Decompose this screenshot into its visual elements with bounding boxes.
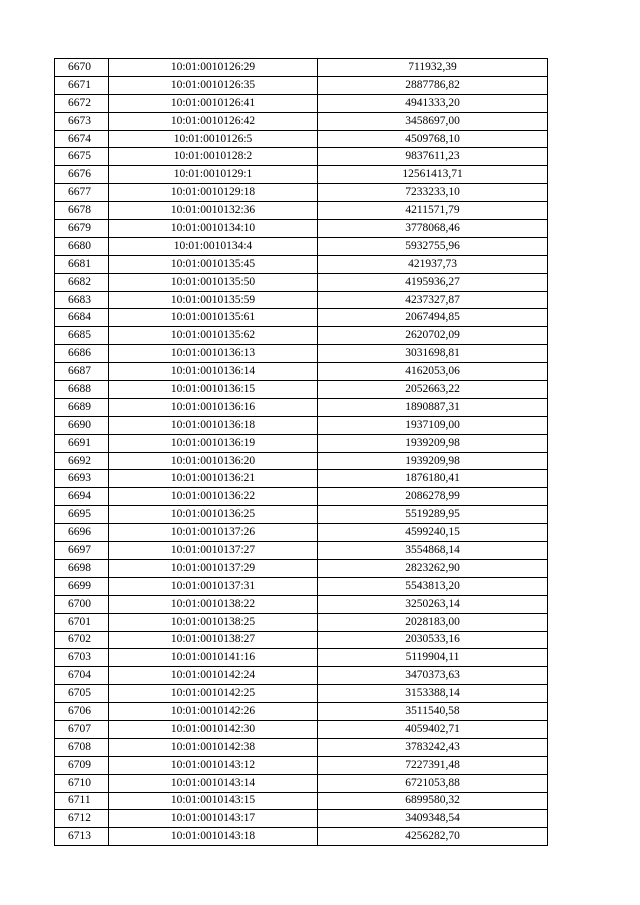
row-number-cell: 6681	[55, 255, 109, 273]
cadastral-value-cell: 4162053,06	[318, 363, 548, 381]
table-row	[55, 237, 548, 255]
row-number-cell: 6694	[55, 488, 109, 506]
table-row	[55, 613, 548, 631]
table-row	[55, 649, 548, 667]
cadastral-number-cell: 10:01:0010142:30	[109, 720, 318, 738]
table-row	[55, 524, 548, 542]
table-row	[55, 828, 548, 846]
row-number-cell: 6671	[55, 76, 109, 94]
cadastral-number-cell: 10:01:0010136:19	[109, 434, 318, 452]
row-number-cell: 6678	[55, 202, 109, 220]
table-row	[55, 166, 548, 184]
row-number-cell: 6696	[55, 524, 109, 542]
cadastral-number-cell: 10:01:0010143:12	[109, 756, 318, 774]
cadastral-value-cell: 5932755,96	[318, 237, 548, 255]
row-number-cell: 6701	[55, 613, 109, 631]
cadastral-value-cell: 4256282,70	[318, 828, 548, 846]
table-row	[55, 59, 548, 77]
row-number-cell: 6708	[55, 738, 109, 756]
row-number-cell: 6697	[55, 542, 109, 560]
cadastral-number-cell: 10:01:0010143:14	[109, 774, 318, 792]
cadastral-value-cell: 4599240,15	[318, 524, 548, 542]
row-number-cell: 6691	[55, 434, 109, 452]
cadastral-number-cell: 10:01:0010142:24	[109, 667, 318, 685]
row-number-cell: 6679	[55, 220, 109, 238]
table-row	[55, 756, 548, 774]
cadastral-value-cell: 5543813,20	[318, 577, 548, 595]
cadastral-value-cell: 5519289,95	[318, 506, 548, 524]
cadastral-number-cell: 10:01:0010135:45	[109, 255, 318, 273]
table-row	[55, 792, 548, 810]
cadastral-number-cell: 10:01:0010126:29	[109, 59, 318, 77]
cadastral-number-cell: 10:01:0010137:27	[109, 542, 318, 560]
table-row	[55, 220, 548, 238]
row-number-cell: 6705	[55, 685, 109, 703]
cadastral-value-cell: 7233233,10	[318, 184, 548, 202]
table-row	[55, 720, 548, 738]
cadastral-value-cell: 1876180,41	[318, 470, 548, 488]
cadastral-number-cell: 10:01:0010126:5	[109, 130, 318, 148]
cadastral-value-cell: 1890887,31	[318, 398, 548, 416]
table-row	[55, 488, 548, 506]
table-row	[55, 273, 548, 291]
table-row	[55, 130, 548, 148]
cadastral-value-cell: 3470373,63	[318, 667, 548, 685]
cadastral-value-cell: 4237327,87	[318, 291, 548, 309]
table-row	[55, 291, 548, 309]
row-number-cell: 6712	[55, 810, 109, 828]
cadastral-number-cell: 10:01:0010138:27	[109, 631, 318, 649]
cadastral-value-cell: 2823262,90	[318, 559, 548, 577]
table-row	[55, 738, 548, 756]
cadastral-number-cell: 10:01:0010143:15	[109, 792, 318, 810]
cadastral-number-cell: 10:01:0010134:4	[109, 237, 318, 255]
cadastral-number-cell: 10:01:0010135:62	[109, 327, 318, 345]
row-number-cell: 6685	[55, 327, 109, 345]
row-number-cell: 6703	[55, 649, 109, 667]
cadastral-value-cell: 3153388,14	[318, 685, 548, 703]
table-row	[55, 542, 548, 560]
cadastral-value-cell: 12561413,71	[318, 166, 548, 184]
cadastral-value-cell: 5119904,11	[318, 649, 548, 667]
cadastral-number-cell: 10:01:0010136:21	[109, 470, 318, 488]
row-number-cell: 6713	[55, 828, 109, 846]
cadastral-value-cell: 2067494,85	[318, 309, 548, 327]
cadastral-value-cell: 2887786,82	[318, 76, 548, 94]
cadastral-number-cell: 10:01:0010142:26	[109, 703, 318, 721]
row-number-cell: 6676	[55, 166, 109, 184]
cadastral-number-cell: 10:01:0010135:59	[109, 291, 318, 309]
cadastral-value-cell: 2052663,22	[318, 381, 548, 399]
cadastral-value-cell: 2620702,09	[318, 327, 548, 345]
cadastral-number-cell: 10:01:0010138:25	[109, 613, 318, 631]
cadastral-value-cell: 4059402,71	[318, 720, 548, 738]
row-number-cell: 6707	[55, 720, 109, 738]
row-number-cell: 6684	[55, 309, 109, 327]
row-number-cell: 6690	[55, 416, 109, 434]
cadastral-value-cell: 4941333,20	[318, 94, 548, 112]
cadastral-number-cell: 10:01:0010129:1	[109, 166, 318, 184]
row-number-cell: 6688	[55, 381, 109, 399]
row-number-cell: 6682	[55, 273, 109, 291]
cadastral-number-cell: 10:01:0010137:26	[109, 524, 318, 542]
table-row	[55, 112, 548, 130]
cadastral-value-cell: 1939209,98	[318, 452, 548, 470]
row-number-cell: 6677	[55, 184, 109, 202]
cadastral-number-cell: 10:01:0010136:15	[109, 381, 318, 399]
cadastral-number-cell: 10:01:0010136:13	[109, 345, 318, 363]
table-row	[55, 345, 548, 363]
cadastral-number-cell: 10:01:0010126:42	[109, 112, 318, 130]
cadastral-value-cell: 3031698,81	[318, 345, 548, 363]
cadastral-value-cell: 6899580,32	[318, 792, 548, 810]
cadastral-number-cell: 10:01:0010135:50	[109, 273, 318, 291]
table-row	[55, 631, 548, 649]
cadastral-value-table	[54, 58, 548, 846]
cadastral-value-cell: 3250263,14	[318, 595, 548, 613]
cadastral-number-cell: 10:01:0010136:22	[109, 488, 318, 506]
cadastral-value-cell: 3409348,54	[318, 810, 548, 828]
table-row	[55, 452, 548, 470]
cadastral-value-cell: 4509768,10	[318, 130, 548, 148]
row-number-cell: 6672	[55, 94, 109, 112]
table-row	[55, 255, 548, 273]
row-number-cell: 6704	[55, 667, 109, 685]
row-number-cell: 6689	[55, 398, 109, 416]
row-number-cell: 6695	[55, 506, 109, 524]
cadastral-value-cell: 4195936,27	[318, 273, 548, 291]
table-row	[55, 685, 548, 703]
cadastral-value-cell: 2030533,16	[318, 631, 548, 649]
table-row	[55, 595, 548, 613]
cadastral-number-cell: 10:01:0010128:2	[109, 148, 318, 166]
table-row	[55, 667, 548, 685]
table-row	[55, 577, 548, 595]
table-row	[55, 184, 548, 202]
row-number-cell: 6702	[55, 631, 109, 649]
cadastral-number-cell: 10:01:0010138:22	[109, 595, 318, 613]
cadastral-number-cell: 10:01:0010129:18	[109, 184, 318, 202]
table-row	[55, 381, 548, 399]
cadastral-number-cell: 10:01:0010136:20	[109, 452, 318, 470]
cadastral-value-cell: 3783242,43	[318, 738, 548, 756]
cadastral-value-cell: 2086278,99	[318, 488, 548, 506]
row-number-cell: 6680	[55, 237, 109, 255]
table-row	[55, 398, 548, 416]
row-number-cell: 6687	[55, 363, 109, 381]
cadastral-value-cell: 4211571,79	[318, 202, 548, 220]
cadastral-number-cell: 10:01:0010137:31	[109, 577, 318, 595]
row-number-cell: 6670	[55, 59, 109, 77]
table-row	[55, 703, 548, 721]
row-number-cell: 6675	[55, 148, 109, 166]
row-number-cell: 6706	[55, 703, 109, 721]
table-row	[55, 94, 548, 112]
cadastral-number-cell: 10:01:0010135:61	[109, 309, 318, 327]
cadastral-number-cell: 10:01:0010134:10	[109, 220, 318, 238]
cadastral-number-cell: 10:01:0010136:25	[109, 506, 318, 524]
cadastral-number-cell: 10:01:0010142:38	[109, 738, 318, 756]
table-row	[55, 506, 548, 524]
cadastral-value-cell: 1939209,98	[318, 434, 548, 452]
cadastral-value-cell: 3554868,14	[318, 542, 548, 560]
cadastral-number-cell: 10:01:0010136:16	[109, 398, 318, 416]
row-number-cell: 6673	[55, 112, 109, 130]
cadastral-value-cell: 421937,73	[318, 255, 548, 273]
table-row	[55, 363, 548, 381]
cadastral-number-cell: 10:01:0010136:14	[109, 363, 318, 381]
cadastral-value-cell: 7227391,48	[318, 756, 548, 774]
cadastral-number-cell: 10:01:0010143:17	[109, 810, 318, 828]
row-number-cell: 6686	[55, 345, 109, 363]
table-row	[55, 470, 548, 488]
cadastral-number-cell: 10:01:0010143:18	[109, 828, 318, 846]
row-number-cell: 6711	[55, 792, 109, 810]
cadastral-number-cell: 10:01:0010137:29	[109, 559, 318, 577]
cadastral-value-cell: 2028183,00	[318, 613, 548, 631]
cadastral-value-cell: 1937109,00	[318, 416, 548, 434]
cadastral-number-cell: 10:01:0010132:36	[109, 202, 318, 220]
row-number-cell: 6709	[55, 756, 109, 774]
cadastral-number-cell: 10:01:0010136:18	[109, 416, 318, 434]
table-row	[55, 327, 548, 345]
row-number-cell: 6692	[55, 452, 109, 470]
row-number-cell: 6710	[55, 774, 109, 792]
table-row	[55, 774, 548, 792]
row-number-cell: 6683	[55, 291, 109, 309]
table-row	[55, 309, 548, 327]
cadastral-value-cell: 6721053,88	[318, 774, 548, 792]
table-row	[55, 810, 548, 828]
row-number-cell: 6699	[55, 577, 109, 595]
table-row	[55, 148, 548, 166]
cadastral-number-cell: 10:01:0010141:16	[109, 649, 318, 667]
row-number-cell: 6674	[55, 130, 109, 148]
cadastral-value-cell: 711932,39	[318, 59, 548, 77]
row-number-cell: 6693	[55, 470, 109, 488]
cadastral-number-cell: 10:01:0010126:41	[109, 94, 318, 112]
cadastral-value-cell: 3458697,00	[318, 112, 548, 130]
cadastral-value-cell: 3778068,46	[318, 220, 548, 238]
row-number-cell: 6700	[55, 595, 109, 613]
table-body	[55, 59, 548, 846]
cadastral-number-cell: 10:01:0010142:25	[109, 685, 318, 703]
table-row	[55, 76, 548, 94]
table-row	[55, 434, 548, 452]
cadastral-number-cell: 10:01:0010126:35	[109, 76, 318, 94]
table-row	[55, 559, 548, 577]
table-row	[55, 416, 548, 434]
table-row	[55, 202, 548, 220]
row-number-cell: 6698	[55, 559, 109, 577]
cadastral-value-cell: 9837611,23	[318, 148, 548, 166]
cadastral-value-cell: 3511540,58	[318, 703, 548, 721]
